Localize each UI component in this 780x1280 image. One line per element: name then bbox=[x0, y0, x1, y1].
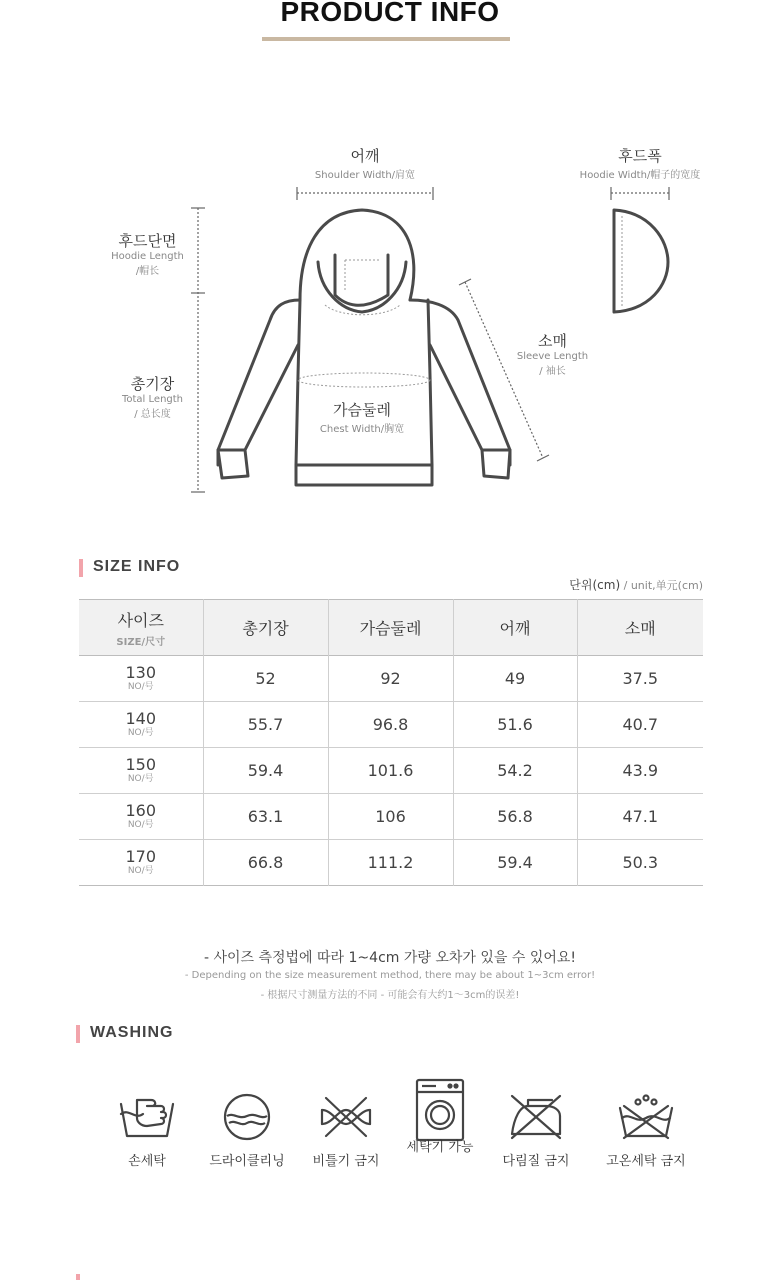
sleeve-label-ko: 소매 bbox=[538, 332, 567, 350]
size-value: 150 bbox=[125, 755, 157, 774]
size-note-cn: - 根据尺寸测量方法的不同 - 可能会有大约1～3cm的误差! bbox=[260, 990, 520, 1001]
table-row bbox=[79, 748, 703, 794]
wash-item-washing-machine bbox=[385, 1092, 495, 1155]
size-sub: NO/号 bbox=[127, 820, 154, 830]
no-iron-icon bbox=[506, 1092, 566, 1142]
washing-title: WASHING bbox=[90, 1024, 174, 1041]
size-value: 160 bbox=[125, 801, 157, 820]
wash-item-no-iron bbox=[481, 1092, 591, 1169]
size-table-header-size bbox=[79, 600, 203, 656]
wash-item-hand-wash bbox=[92, 1092, 202, 1169]
size-table-header-label: 사이즈 bbox=[117, 610, 164, 630]
size-value: 170 bbox=[125, 847, 157, 866]
wash-label: 고온세탁 금지 bbox=[606, 1154, 686, 1169]
size-table-header-chest bbox=[328, 600, 453, 656]
size-sub: NO/号 bbox=[127, 866, 154, 876]
wash-label: 손세탁 bbox=[128, 1154, 166, 1169]
size-value: 140 bbox=[125, 709, 157, 728]
size-cell bbox=[79, 840, 203, 886]
chest-label-en: Chest Width/胸宽 bbox=[319, 424, 405, 435]
total-length-cell: 59.4 bbox=[203, 748, 328, 794]
shoulder-cell: 51.6 bbox=[453, 702, 577, 748]
table-row bbox=[79, 794, 703, 840]
hood-length-label-en1: Hoodie Length bbox=[111, 251, 184, 262]
dry-clean-icon bbox=[217, 1092, 277, 1142]
size-cell bbox=[79, 656, 203, 702]
size-table-header-shoulder bbox=[453, 600, 577, 656]
hood-width-label bbox=[575, 145, 705, 181]
wash-item-dry-clean bbox=[192, 1092, 302, 1169]
unit-note bbox=[569, 576, 703, 593]
shoulder-cell: 59.4 bbox=[453, 840, 577, 886]
hood-length-label bbox=[100, 230, 195, 277]
sleeve-label-en1: Sleeve Length bbox=[516, 351, 589, 362]
sleeve-cell: 47.1 bbox=[622, 807, 659, 826]
chest-cell: 101.6 bbox=[328, 748, 453, 794]
total-length-label-ko: 총기장 bbox=[130, 375, 175, 393]
unit-note-ko: 단위(cm) bbox=[569, 578, 621, 592]
size-note-ko: - 사이즈 측정법에 따라 1~4cm 가량 오차가 있을 수 있어요! bbox=[203, 950, 577, 966]
shoulder-cell: 56.8 bbox=[453, 794, 577, 840]
table-row bbox=[79, 656, 703, 702]
size-info-section-mark bbox=[79, 559, 83, 577]
size-note-en: - Depending on the size measurement method, there may be about 1~3cm error! bbox=[184, 970, 596, 981]
size-table-header-label: 소매 bbox=[624, 619, 656, 638]
hoodie-diagram bbox=[0, 60, 780, 530]
wash-label: 세탁기 가능 bbox=[406, 1140, 474, 1155]
sleeve-cell: 43.9 bbox=[622, 761, 659, 780]
size-value: 130 bbox=[125, 663, 157, 682]
chest-label-ko: 가슴둘레 bbox=[333, 401, 391, 419]
total-length-cell: 66.8 bbox=[203, 840, 328, 886]
size-cell bbox=[79, 702, 203, 748]
washing-section-mark bbox=[76, 1025, 80, 1043]
wash-label: 비틀기 금지 bbox=[312, 1154, 380, 1169]
total-length-cell: 52 bbox=[203, 656, 328, 702]
chest-cell: 92 bbox=[328, 656, 453, 702]
hood-length-label-en2: /帽长 bbox=[135, 266, 160, 277]
size-cell bbox=[79, 748, 203, 794]
size-cell bbox=[79, 794, 203, 840]
sleeve-cell: 37.5 bbox=[622, 669, 659, 688]
table-row bbox=[79, 702, 703, 748]
washing-machine-icon bbox=[410, 1078, 470, 1142]
no-wring-icon bbox=[316, 1092, 376, 1142]
chest-cell: 96.8 bbox=[328, 702, 453, 748]
size-table-header-row bbox=[79, 600, 703, 656]
page-title: PRODUCT INFO bbox=[280, 0, 500, 27]
size-table-header-sublabel: SIZE/尺寸 bbox=[116, 636, 166, 648]
size-sub: NO/号 bbox=[127, 728, 154, 738]
size-sub: NO/号 bbox=[127, 774, 154, 784]
total-length-label-en1: Total Length bbox=[121, 394, 184, 405]
title-underline bbox=[262, 37, 510, 41]
sleeve-label bbox=[505, 330, 600, 377]
hood-length-label-ko: 후드단면 bbox=[118, 232, 177, 250]
shoulder-cell: 54.2 bbox=[453, 748, 577, 794]
size-info-title: SIZE INFO bbox=[93, 558, 181, 575]
wash-label: 다림질 금지 bbox=[502, 1154, 570, 1169]
size-table-header-sleeve bbox=[577, 600, 703, 656]
no-hot-wash-icon bbox=[616, 1092, 676, 1142]
size-table-header-label: 총기장 bbox=[242, 619, 289, 638]
chest-label bbox=[300, 399, 424, 435]
sleeve-label-en2: / 袖长 bbox=[539, 366, 566, 377]
total-length-cell: 63.1 bbox=[203, 794, 328, 840]
wash-label: 드라이클리닝 bbox=[209, 1154, 285, 1169]
shoulder-label-en: Shoulder Width/肩宽 bbox=[314, 170, 416, 181]
hand-wash-icon bbox=[117, 1092, 177, 1142]
shoulder-label-ko: 어깨 bbox=[350, 147, 380, 165]
size-table-header-label: 가슴둘레 bbox=[359, 619, 422, 638]
chest-cell: 106 bbox=[328, 794, 453, 840]
chest-cell: 111.2 bbox=[328, 840, 453, 886]
shoulder-cell: 49 bbox=[453, 656, 577, 702]
hood-width-label-en: Hoodie Width/帽子的宽度 bbox=[579, 170, 701, 181]
size-table-header-label: 어깨 bbox=[499, 619, 531, 638]
total-length-label-en2: / 总长度 bbox=[134, 409, 171, 420]
sleeve-cell: 50.3 bbox=[622, 853, 659, 872]
total-length-cell: 55.7 bbox=[203, 702, 328, 748]
total-length-label bbox=[105, 373, 200, 420]
wash-item-no-hot-wash bbox=[591, 1092, 701, 1169]
unit-note-rest: / unit,单元(cm) bbox=[620, 579, 703, 592]
size-sub: NO/号 bbox=[127, 682, 154, 692]
table-row bbox=[79, 840, 703, 886]
hood-width-label-ko: 후드폭 bbox=[618, 147, 662, 165]
size-table bbox=[79, 599, 703, 886]
shoulder-label bbox=[310, 145, 420, 181]
size-table-header-total bbox=[203, 600, 328, 656]
next-section-mark bbox=[76, 1274, 80, 1280]
sleeve-cell: 40.7 bbox=[622, 715, 659, 734]
